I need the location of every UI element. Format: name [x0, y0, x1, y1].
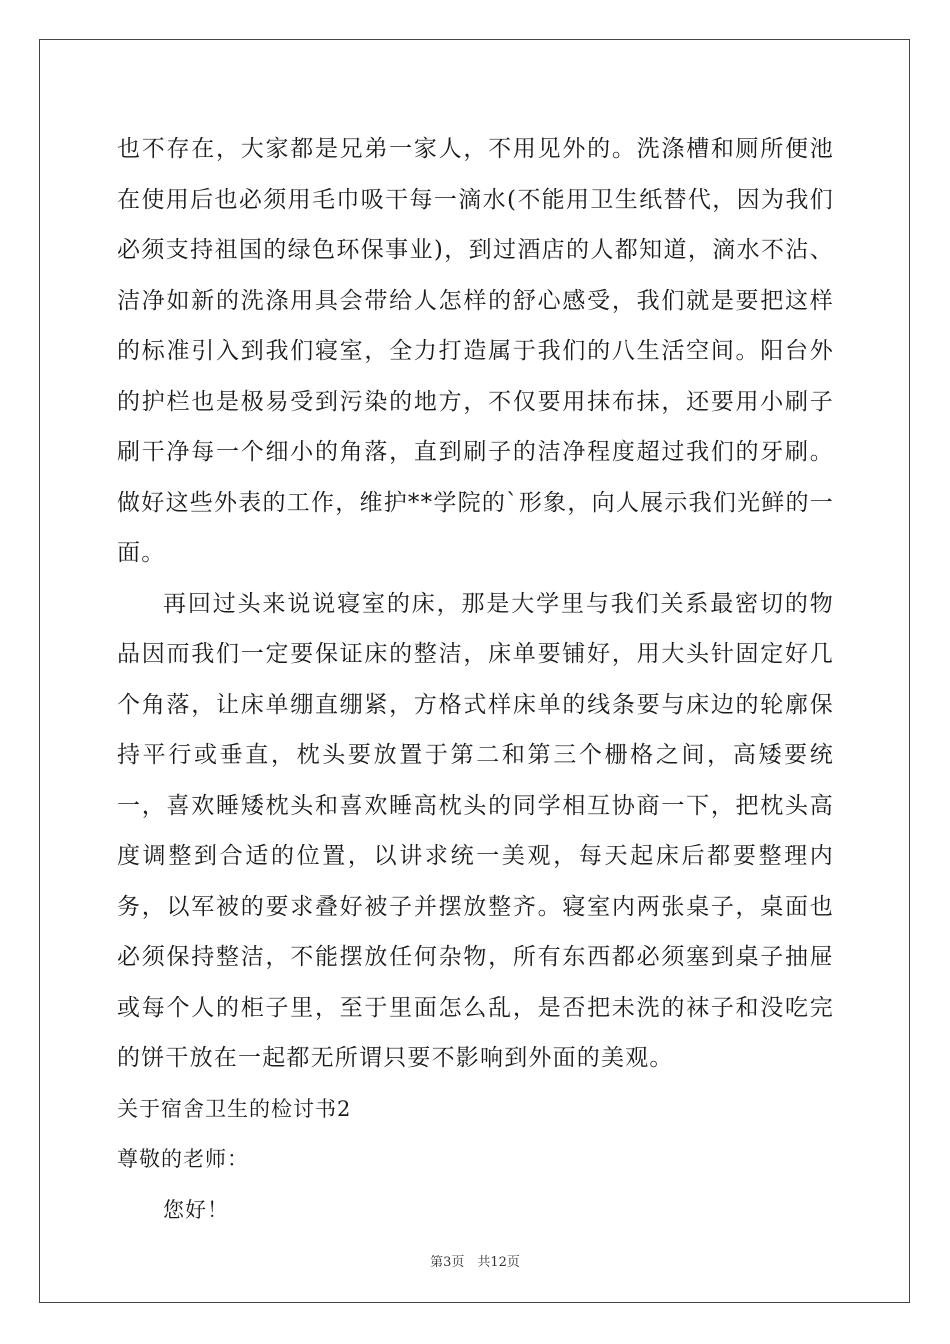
greeting: 您好！	[163, 1197, 229, 1222]
page-number-footer: 第3页 共12页	[430, 1255, 520, 1270]
paragraph-bed: 再回过头来说说寝室的床，那是大学里与我们关系最密切的物品因而我们一定要保证床的整洁，床单要铺好，用大头针固定好几个角落，让床单绷直绷紧，方格式样床单的线条要与床边的轮廓保持平行或垂直，枕头要放置于第二和第三个栅格之间，高矮要统一，喜欢睡矮枕头和喜欢睡高枕头的同学相互协商一下，把枕头高度调整到合适的位置，以讲求统一美观，每天起床后都要整理内务，以军被的要求叠好被子并摆放整齐。寝室内两张桌子，桌面也必须保持整洁，不能摆放任何杂物，所有东西都必须塞到桌子抽屉或每个人的柜子里，至于里面怎么乱，是否把未洗的袜子和没吃完的饼干放在一起都无所谓只要不影响到外面的美观。	[117, 590, 834, 1071]
section-title: 关于宿舍卫生的检讨书2	[117, 1096, 352, 1121]
document-body	[117, 124, 834, 1235]
salutation: 尊敬的老师：	[117, 1147, 249, 1171]
paragraph-continued: 也不存在，大家都是兄弟一家人，不用见外的。洗涤槽和厕所便池在使用后也必须用毛巾吸干每一滴水(不能用卫生纸替代，因为我们必须支持祖国的绿色环保事业)，到过酒店的人都知道，滴水不沾、洁净如新的洗涤用具会带给人怎样的舒心感受，我们就是要把这样的标准引入到我们寝室，全力打造属于我们的八生活空间。阳台外的护栏也是极易受到污染的地方，不仅要用抹布抹，还要用小刷子刷干净每一个细小的角落，直到刷子的洁净程度超过我们的牙刷。做好这些外表的工作，维护**学院的`形象，向人展示我们光鲜的一面。	[117, 136, 834, 566]
